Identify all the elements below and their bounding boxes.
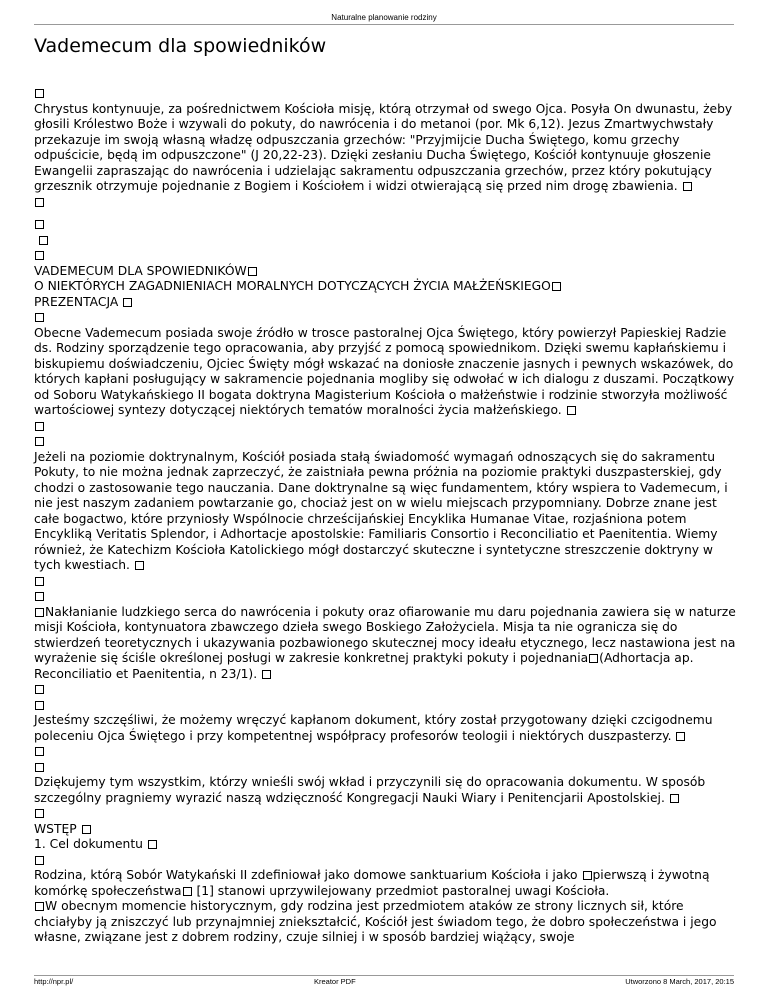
placeholder-glyph [34, 853, 738, 869]
heading-text: PREZENTACJA [34, 294, 119, 309]
paragraph [34, 326, 738, 419]
paragraph-text: Dziękujemy tym wszystkim, którzy wnieśli swój wkład i przyczynili się do opracowania dokumentu. W sposób szczególny pragniemy wyrazić naszą wdzięczność Kongregacji Nauki Wiary i Penitencjarii Apostolskiej. [34, 775, 706, 805]
footer-timestamp: Utworzono 8 March, 2017, 20:15 [625, 977, 734, 986]
placeholder-glyph [34, 589, 738, 605]
paragraph [34, 102, 738, 195]
paragraph-text: Jeżeli na poziomie doktrynalnym, Kościół posiada stałą świadomość wymagań odnoszących się do sakramentu Pokuty, to nie można jednak zaprzeczyć, że zaistniała pewna próżnia na poziomie praktyki duszpasterskiej, gdy chodzi o zastosowanie tego nauczania. Dane doktrynalne są więc fundamentem, który wspiera to Vademecum, i nie jest naszym zadaniem powtarzanie go, chociaż jest on w wielu miejscach przypomniany. Dobrze znane jest całe bogactwo, które przyniosły Wspólnocie chrześcijańskiej Encyklika Humanae Vitae, rozjaśniona potem Encykliką Veritatis Splendor, i Adhortacje apostolskie: Familiaris Consortio i Reconciliatio et Paenitentia. Wiemy również, że Katechizm Kościoła Katolickiego mógł dostarczyć skuteczne i syntetyczne streszczenie doktryny w tych kwestiach. [34, 449, 728, 572]
section-heading [34, 279, 738, 295]
heading-text: O NIEKTÓRYCH ZAGADNIENIACH MORALNYCH DOTYCZĄCYCH ŻYCIA MAŁŻEŃSKIEGO [34, 279, 551, 293]
placeholder-glyph [34, 310, 738, 326]
placeholder-glyph [34, 806, 738, 822]
placeholder-glyph [34, 682, 738, 698]
paragraph-text: W obecnym momencie historycznym, gdy rodzina jest przedmiotem ataków ze strony licznych sił, które chciałyby ją zniszczyć lub przynajmniej zniekształcić, Kościół jest świadom tego, że dobro społeczeństwa i jego własne, związane jest z dobrem rodziny, czuje silniej i w sposób bardziej wiążący, swoje [34, 899, 717, 944]
paragraph [34, 899, 738, 946]
paragraph-text: Chrystus kontynuuje, za pośrednictwem Kościoła misję, którą otrzymał od swego Ojca. Posyła On dwunastu, żeby głosili Królestwo Boże i wzywali do pokuty, do nawrócenia i do metanoi (por. Mk 6,12). Jezus Zmartwychwstały przekazuje im swoją własną władzę odpuszczania grzechów: "Przyjmijcie Ducha Świętego, komu grzechy odpuścicie, będą im odpuszczone" (J 20,22-23). Dzięki zesłaniu Ducha Świętego, Kościół kontynuuje głoszenie Ewangelii zapraszając do nawrócenia i udzielając sakramentu odpuszczania grzechów, przez który pokutujący grzesznik otrzymuje pojednanie z Bogiem i Kościołem i widzi otwierającą się przed nim drogę zbawienia. [34, 101, 733, 193]
placeholder-glyph [34, 760, 738, 776]
section-heading [34, 822, 738, 838]
page-title: Vademecum dla spowiedników [34, 35, 327, 57]
placeholder-glyph [34, 698, 738, 714]
section-heading [34, 264, 738, 280]
paragraph-text: Rodzina, którą Sobór Watykański II zdefiniował jako domowe sanktuarium Kościoła i jako [34, 868, 582, 882]
paragraph-text: pierwszą i żywotną komórkę społeczeństwa [34, 868, 710, 898]
heading-text: VADEMECUM DLA SPOWIEDNIKÓW [34, 263, 247, 278]
placeholder-glyph [34, 434, 738, 450]
paragraph-text: Jesteśmy szczęśliwi, że możemy wręczyć kapłanom dokument, który został przygotowany dzięki czcigodnemu poleceniu Ojca Świętego i przy kompetentnej współpracy profesorów teologii i niektórych duszpasterzy. [34, 713, 713, 743]
paragraph [34, 775, 738, 806]
paragraph-text: Obecne Vademecum posiada swoje źródło w trosce pastoralnej Ojca Świętego, który powierzył Papieskiej Radzie ds. Rodziny sporządzenie tego opracowania, aby przyjść z pomocą spowiednikom. Dzięki swemu kapłańskiemu i biskupiemu doświadczeniu, Ojciec Święty mógł wskazać na doniosłe znaczenie jasnych i pewnych wskazówek, do których kapłani posługujący w sakramencie pojednania mogliby się odwołać w ich dialogu z duszami. Początkowy od Soboru Watykańskiego II bogata doktryna Magisterium Kościoła o małżeństwie i rodzinie stworzyła możliwość wartościowej syntezy dotyczącej niektórych tematów moralności życia małżeńskiego. [34, 325, 735, 417]
placeholder-glyph [34, 233, 738, 249]
placeholder-glyph [34, 574, 738, 590]
footer-rule [34, 975, 734, 976]
placeholder-glyph [34, 248, 738, 264]
section-heading [34, 837, 738, 853]
page-footer [34, 977, 734, 989]
paragraph [34, 450, 738, 574]
placeholder-glyph [34, 419, 738, 435]
running-head: Naturalne planowanie rodziny [331, 13, 437, 22]
quoted-paragraph [34, 605, 738, 683]
header-rule [34, 24, 734, 25]
heading-text: 1. Cel dokumentu [34, 837, 143, 851]
heading-text: WSTĘP [34, 821, 77, 836]
paragraph [34, 713, 738, 744]
section-heading [34, 295, 738, 311]
quote-text: Nakłanianie ludzkiego serca do nawrócenia i pokuty oraz ofiarowanie mu daru pojednania zawiera się w naturze misji Kościoła, kontynuatora zbawczego dzieła swego Boskiego Założyciela. Misja ta nie ogranicza się do stwierdzeń teoretycznych i ukazywania pozbawionego skutecznej mocy ideału etycznego, lecz nastawiona jest na wyrażenie się ściśle określonej posługi w zakresie konkretnej praktyki pokuty i pojednania [34, 604, 736, 665]
placeholder-glyph [34, 217, 738, 233]
placeholder-glyph [34, 744, 738, 760]
footer-url: http://npr.pl/ [34, 977, 74, 986]
paragraph-text: [1] stanowi uprzywilejowany przedmiot pastoralnej uwagi Kościoła. [192, 883, 610, 898]
placeholder-glyph [34, 86, 738, 102]
paragraph [34, 868, 738, 899]
footer-generator: Kreator PDF [314, 977, 356, 986]
placeholder-glyph [34, 195, 738, 211]
article-body [34, 86, 738, 946]
quote-citation: (Adhortacja ap. Reconciliatio et Paenitentia, n 23/1). [34, 651, 694, 681]
